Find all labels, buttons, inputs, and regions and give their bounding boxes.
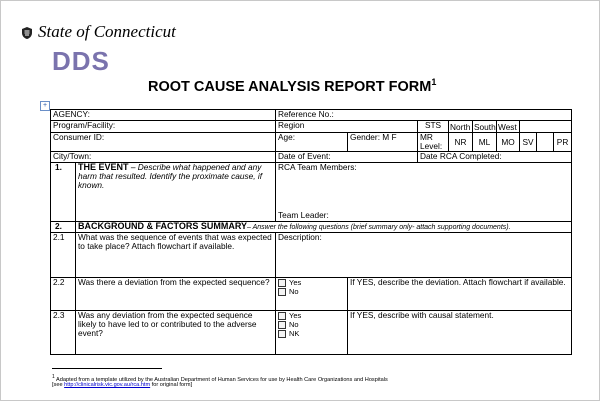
gender-field[interactable]: Gender: M F bbox=[348, 133, 418, 152]
question-2-2-text: Was there a deviation from the expected sequence? bbox=[76, 278, 276, 311]
event-heading: THE EVENT bbox=[78, 162, 129, 172]
agency-field[interactable]: AGENCY: bbox=[51, 110, 276, 121]
no-label: No bbox=[289, 320, 299, 330]
footnote-link[interactable]: http://clinicalrisk.vic.gov.au/rca.htm bbox=[64, 382, 151, 388]
table-row bbox=[51, 233, 572, 278]
table-row bbox=[51, 278, 572, 311]
description-label: Description: bbox=[278, 232, 322, 242]
question-2-2-answer-field[interactable]: If YES, describe the deviation. Attach flowchart if available. bbox=[348, 278, 572, 311]
region-north-option[interactable]: North bbox=[449, 121, 473, 133]
region-south-option[interactable]: South bbox=[474, 122, 496, 132]
question-2-3-options bbox=[276, 311, 348, 355]
yes-label: Yes bbox=[289, 311, 302, 320]
question-2-3-number: 2.3 bbox=[51, 311, 76, 355]
no-label: No bbox=[289, 287, 299, 297]
background-factors-header bbox=[76, 222, 572, 233]
nk-checkbox[interactable] bbox=[278, 330, 286, 338]
question-2-1-number: 2.1 bbox=[51, 233, 76, 278]
event-instructions: – Describe what happened and any harm that resulted. Identify the proximate cause, if known. bbox=[78, 162, 263, 190]
section-2-number: 2. bbox=[51, 222, 76, 233]
org-name: State of Connecticut bbox=[38, 22, 176, 41]
no-option[interactable] bbox=[278, 287, 345, 296]
state-seal-icon bbox=[20, 26, 34, 40]
event-description-field[interactable] bbox=[76, 163, 276, 222]
no-checkbox[interactable] bbox=[278, 321, 286, 329]
table-row bbox=[51, 133, 572, 152]
section-1-number: 1. bbox=[51, 163, 76, 222]
yes-checkbox[interactable] bbox=[278, 312, 286, 320]
rca-form-table bbox=[50, 109, 572, 355]
table-row bbox=[51, 311, 572, 355]
mr-level-sv-blank bbox=[537, 133, 554, 152]
footnote-prefix: [see bbox=[52, 382, 65, 388]
question-2-1-answer-field[interactable] bbox=[276, 233, 572, 278]
rca-team-field[interactable] bbox=[276, 163, 572, 222]
city-town-field[interactable]: City/Town: bbox=[51, 152, 276, 163]
nk-label: NK bbox=[289, 329, 300, 339]
no-option[interactable] bbox=[278, 320, 345, 329]
form-title bbox=[148, 77, 436, 95]
footnote-text: Adapted from a template utilized by the Australian Department of Human Services for use by Health Care Organizations and Hospitals bbox=[54, 376, 388, 383]
reference-no-field[interactable]: Reference No.: bbox=[276, 110, 572, 121]
mr-level-ml-option[interactable]: ML bbox=[473, 133, 497, 152]
background-instructions: – Answer the following questions (brief summary only- attach supporting documents). bbox=[247, 224, 511, 231]
table-row bbox=[51, 163, 572, 222]
question-2-3-text: Was any deviation from the expected sequence likely to have led to or contributed to the adverse event? bbox=[76, 311, 276, 355]
nk-option[interactable] bbox=[278, 329, 345, 338]
mr-level-label: MR Level: bbox=[418, 133, 449, 152]
age-field[interactable]: Age: bbox=[276, 133, 348, 152]
footnote-divider bbox=[52, 368, 162, 369]
region-sts-option[interactable]: STS bbox=[418, 121, 449, 133]
table-row bbox=[51, 121, 572, 133]
table-row bbox=[51, 152, 572, 163]
program-facility-field[interactable]: Program/Facility: bbox=[51, 121, 276, 133]
title-footnote-mark: 1 bbox=[431, 77, 437, 87]
no-checkbox[interactable] bbox=[278, 288, 286, 296]
mr-level-pr-option[interactable]: PR bbox=[554, 133, 572, 152]
mr-level-sv-option[interactable]: SV bbox=[520, 133, 537, 152]
consumer-id-field[interactable]: Consumer ID: bbox=[51, 133, 276, 152]
question-2-3-answer-field[interactable]: If YES, describe with causal statement. bbox=[348, 311, 572, 355]
footnote-line-2 bbox=[52, 382, 192, 388]
region-west-option[interactable]: West bbox=[497, 121, 520, 133]
yes-option[interactable] bbox=[278, 311, 345, 320]
question-2-2-options bbox=[276, 278, 348, 311]
yes-checkbox[interactable] bbox=[278, 279, 286, 287]
mr-level-mo-option[interactable]: MO bbox=[497, 133, 520, 152]
question-2-1-text: What was the sequence of events that was expected to take place? Attach flowchart if available. bbox=[76, 233, 276, 278]
footnote-suffix: for original form] bbox=[150, 382, 193, 388]
form-title-text: ROOT CAUSE ANALYSIS REPORT FORM bbox=[148, 78, 432, 95]
mr-level-nr-option[interactable]: NR bbox=[449, 133, 473, 152]
yes-option[interactable] bbox=[278, 278, 345, 287]
background-heading: BACKGROUND & FACTORS SUMMARY bbox=[78, 221, 248, 231]
yes-label: Yes bbox=[289, 278, 302, 287]
date-of-event-field[interactable]: Date of Event: bbox=[276, 152, 418, 163]
question-2-2-number: 2.2 bbox=[51, 278, 76, 311]
team-leader-label: Team Leader: bbox=[278, 210, 329, 220]
region-blank-cell bbox=[520, 121, 572, 133]
table-move-handle-icon[interactable]: + bbox=[40, 101, 50, 111]
footnote-mark: 1 bbox=[52, 374, 55, 380]
rca-team-members-label: RCA Team Members: bbox=[278, 162, 357, 172]
region-label: Region bbox=[276, 121, 418, 133]
dds-logo: DDS bbox=[52, 46, 110, 76]
date-rca-completed-field[interactable]: Date RCA Completed: bbox=[418, 152, 572, 163]
table-row bbox=[51, 222, 572, 233]
table-row bbox=[51, 110, 572, 121]
